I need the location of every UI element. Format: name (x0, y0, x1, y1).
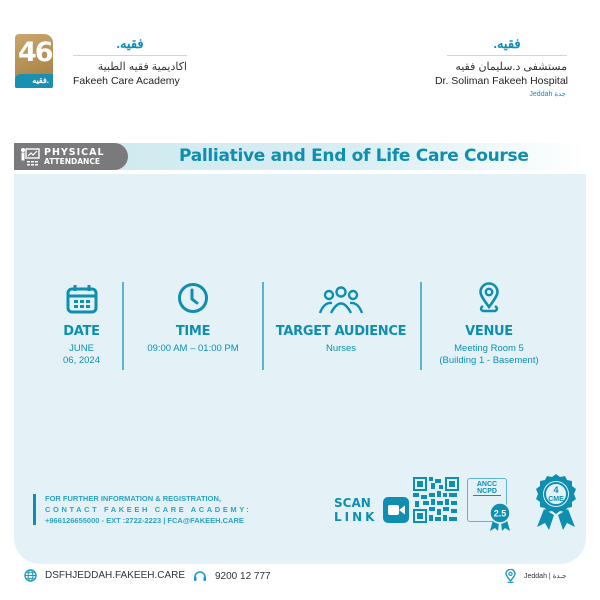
hospital-logo (433, 36, 583, 98)
venue-building: (Building 1 - Basement) (439, 355, 539, 366)
venue-value (424, 343, 554, 367)
date-day-year: 06, 2024 (63, 355, 100, 366)
detail-label: TIME (175, 324, 211, 339)
detail-label: TARGET AUDIENCE (275, 324, 407, 339)
contact-line1: FOR FURTHER INFORMATION & REGISTRATION, (45, 494, 221, 503)
footer-website[interactable] (24, 569, 185, 582)
footer-phone[interactable] (193, 569, 271, 583)
course-title-bar (14, 143, 586, 170)
divider (122, 282, 124, 370)
cme-award-badge (533, 473, 579, 531)
fakeeh-care-academy-logo (15, 34, 187, 88)
divider (420, 282, 422, 370)
academy-brand-ar: فقيه. (73, 36, 187, 56)
detail-value (34, 343, 129, 367)
calendar-icon (66, 284, 98, 314)
detail-venue (424, 282, 554, 372)
website-url: DSFHJEDDAH.FAKEEH.CARE (45, 570, 186, 581)
link-label: LINK (334, 510, 378, 524)
academy-name-en: Fakeeh Care Academy (73, 75, 180, 87)
ncpd-label: NCPD (473, 488, 501, 496)
detail-label: VENUE (465, 324, 513, 339)
location-pin-icon (477, 282, 501, 314)
physical-attendance-tag (14, 143, 128, 170)
qr-code[interactable] (413, 477, 459, 523)
clock-icon (177, 282, 209, 314)
cme-label: CME (548, 496, 564, 503)
globe-icon (24, 569, 37, 582)
hospital-name-en: Dr. Soliman Fakeeh Hospital (434, 75, 568, 87)
location-pin-icon (505, 569, 516, 583)
audience-value: Nurses (325, 343, 357, 354)
detail-label: DATE (63, 324, 100, 339)
academy-name-ar: اكاديمية فقيه الطبية (97, 61, 187, 73)
presentation-icon (20, 147, 40, 167)
course-title: Palliative and End of Life Care Course (179, 146, 529, 166)
scan-link[interactable] (334, 496, 409, 524)
hospital-name-ar: مستشفى د.سليمان فقيه (455, 61, 567, 73)
detail-target-audience (266, 282, 416, 372)
time-value: 09:00 AM – 01:00 PM (147, 343, 239, 354)
people-icon (318, 286, 364, 314)
ancc-hours-seal (488, 502, 512, 532)
footer (0, 566, 600, 588)
hospital-city: Jeddah جدة (529, 91, 566, 98)
date-month: JUNE (69, 343, 94, 354)
footer-location (505, 569, 566, 583)
divider (262, 282, 264, 370)
scan-label: SCAN (334, 496, 371, 510)
hospital-brand-ar: فقيه. (447, 36, 567, 56)
badge-number: 46 (18, 37, 52, 68)
anniversary-badge (15, 34, 53, 88)
detail-date (34, 282, 129, 372)
headset-icon (193, 569, 207, 583)
ancc-hours: 2.5 (493, 508, 507, 519)
details-row (14, 282, 586, 372)
badge-brand: فقيه. (15, 74, 53, 88)
tag-line1: PHYSICAL (44, 146, 105, 158)
ancc-label: ANCC (476, 481, 498, 488)
detail-time (126, 282, 260, 372)
course-details-panel (14, 174, 586, 564)
cme-number: 4 (553, 485, 559, 495)
phone-number: 9200 12 777 (215, 570, 271, 582)
video-camera-icon (383, 497, 409, 523)
contact-phone-email[interactable]: +966126655000 - EXT :2722-2223 | FCA@FAKEEH.CARE (45, 516, 244, 525)
venue-room: Meeting Room 5 (454, 343, 524, 354)
contact-info (33, 494, 251, 525)
location-city: Jeddah | جـدة (524, 573, 567, 580)
contact-line2: CONTACT FAKEEH CARE ACADEMY: (45, 505, 252, 514)
tag-line2: ATTENDANCE (44, 156, 100, 166)
